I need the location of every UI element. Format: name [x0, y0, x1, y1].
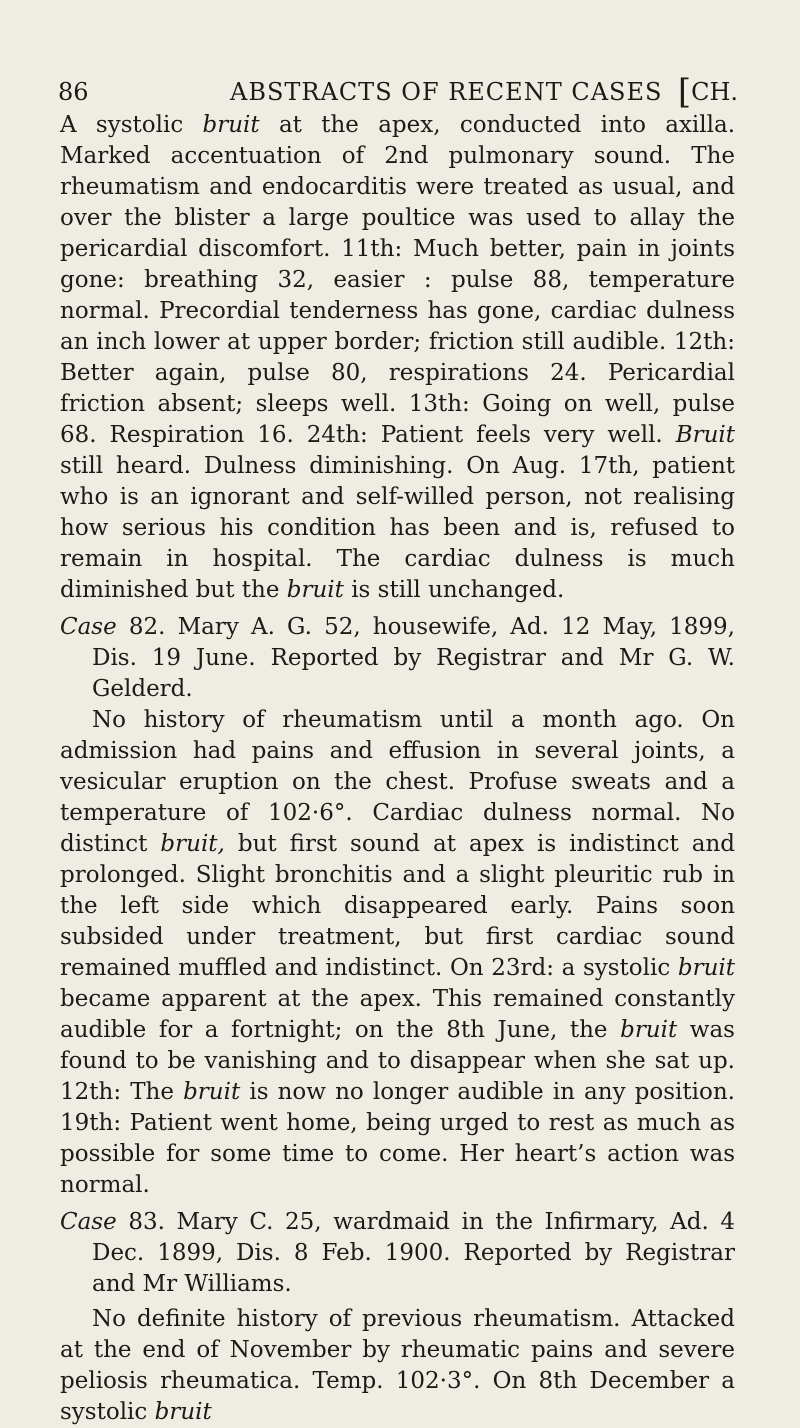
italic-term: Case	[60, 614, 117, 640]
page-body	[60, 110, 735, 1428]
case-83-body: No definite history of previous rheumatism. Attacked at the end of November by rheumatic pains and severe peliosis rheumatica. Temp. 102·3°. On 8th December a systolic bruit	[60, 1306, 735, 1425]
italic-term: bruit	[286, 577, 344, 603]
italic-term: bruit	[154, 1399, 212, 1425]
italic-term: Case	[60, 1209, 117, 1235]
page-header	[58, 72, 738, 112]
italic-term: bruit	[202, 112, 260, 138]
running-title: ABSTRACTS OF RECENT CASES	[230, 78, 663, 106]
italic-term: Bruit	[675, 422, 735, 448]
italic-term: bruit	[677, 955, 735, 981]
page-number: 86	[58, 78, 89, 106]
case-82-body: No history of rheumatism until a month ago. On admission had pains and effusion in several joints, a vesicular eruption on the chest. Profuse sweats and a temperature of 102·6°. Cardiac dulness normal. No distinct bruit, but first sound at apex is indistinct and prolonged. Slight bronchitis and a slight pleuritic rub in the left side which disappeared early. Pains soon subsided under treatment, but first cardiac sound remained muffled and indistinct. On 23rd: a systolic bruit became apparent at the apex. This remained constantly audible for a fortnight; on the 8th June, the bruit was found to be vanishing and to disappear when she sat up. 12th: The bruit is now no longer audible in any position. 19th: Patient went home, being urged to rest as much as possible for some time to come. Her heart’s action was normal.	[60, 707, 735, 1198]
chapter-label: CH.	[691, 78, 738, 106]
italic-term: bruit,	[160, 831, 225, 857]
paragraph-case-continuation: A systolic bruit at the apex, conducted into axilla. Marked accentuation of 2nd pulmonary sound. The rheumatism and endocarditis were treated as usual, and over the blister a large poultice was used to allay the pericardial discomfort. 11th: Much better, pain in joints gone: breathing 32, easier : pulse 88, temperature normal. Precordial tenderness has gone, cardiac dulness an inch lower at upper border; friction still audible. 12th: Better again, pulse 80, respirations 24. Pericardial friction absent; sleeps well. 13th: Going on well, pulse 68. Respiration 16. 24th: Patient feels very well. Bruit still heard. Dulness diminishing. On Aug. 17th, patient who is an ignorant and self-willed person, not realising how serious his condition has been and is, refused to remain in hospital. The cardiac dulness is much diminished but the bruit is still unchanged.	[60, 112, 736, 603]
italic-term: bruit	[183, 1079, 241, 1105]
case-82-heading: Case 82. Mary A. G. 52, housewife, Ad. 12 May, 1899, Dis. 19 June. Reported by Registrar and Mr G. W. Gelderd.	[60, 614, 735, 702]
italic-term: bruit	[620, 1017, 678, 1043]
chapter-mark: [CH.	[677, 72, 738, 112]
case-83-heading: Case 83. Mary C. 25, wardmaid in the Infirmary, Ad. 4 Dec. 1899, Dis. 8 Feb. 1900. Reported by Registrar and Mr Williams.	[60, 1209, 735, 1297]
